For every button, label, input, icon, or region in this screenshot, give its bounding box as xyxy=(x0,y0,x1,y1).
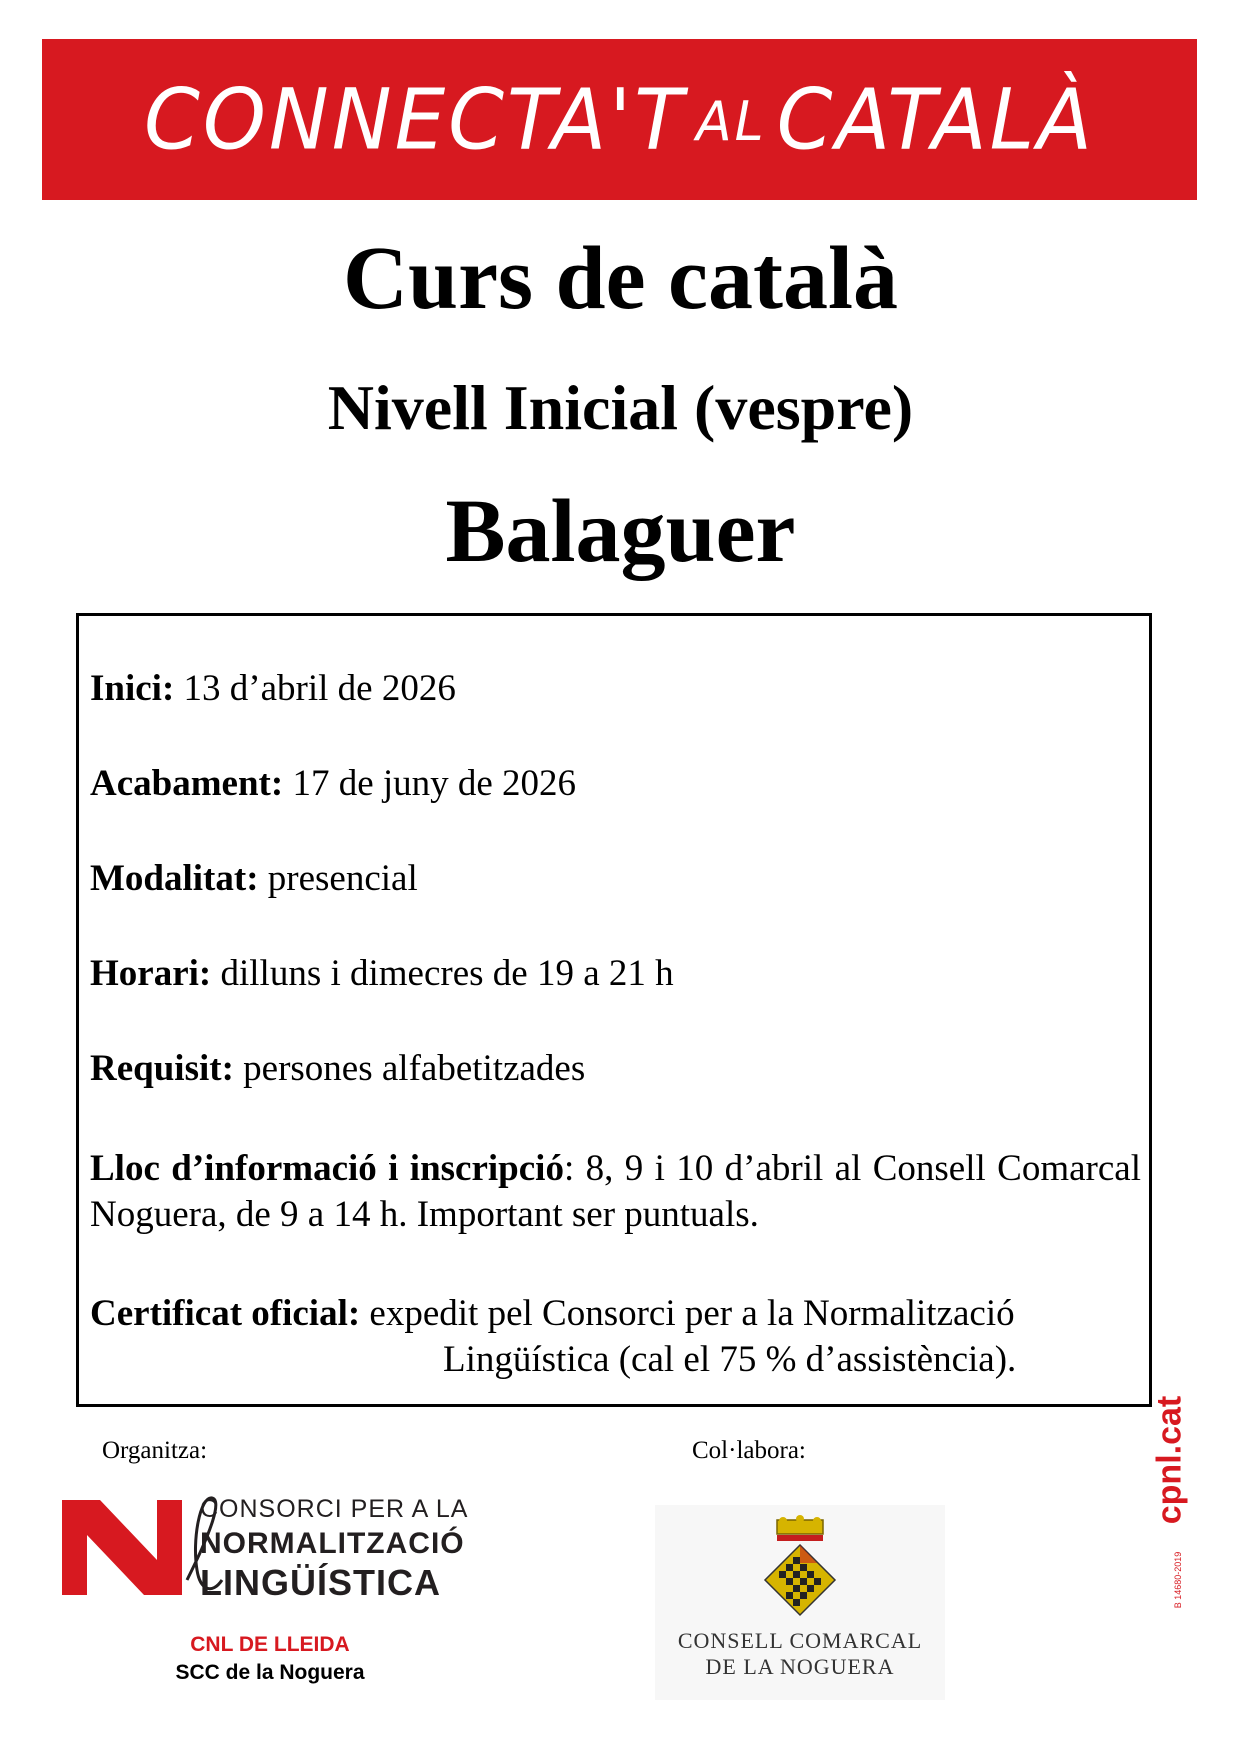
course-level: Nivell Inicial (vespre) xyxy=(327,372,914,443)
horari-value: dilluns i dimecres de 19 a 21 h xyxy=(211,953,674,994)
course-details-box xyxy=(76,613,1152,1407)
col-labora-label: Col·labora: xyxy=(692,1437,806,1464)
noguera-shield-icon xyxy=(755,1515,845,1625)
certificat-value-2: Lingüística (cal el 75 % d’assistència). xyxy=(443,1339,1017,1380)
modalitat-value: presencial xyxy=(258,858,418,899)
banner-logo-text xyxy=(144,71,1095,169)
requisit-value: persones alfabetitzades xyxy=(233,1048,586,1089)
detail-inici xyxy=(90,666,1141,712)
acabament-value: 17 de juny de 2026 xyxy=(283,763,577,804)
detail-horari xyxy=(90,951,1141,997)
cpnl-cat-vertical: cpnl.cat xyxy=(1150,1395,1189,1525)
inici-label: Inici: xyxy=(90,668,175,709)
banner-small: AL xyxy=(696,90,767,154)
page-title: Curs de català xyxy=(343,229,898,328)
acabament-label: Acabament: xyxy=(90,763,284,804)
detail-requisit xyxy=(90,1046,1141,1092)
cpnl-line1: CONSORCI PER A LA xyxy=(200,1495,469,1523)
cpnl-line2: NORMALITZACIÓ xyxy=(200,1527,465,1560)
banner-main: CONNECTA'T xyxy=(144,70,687,169)
consell-line2: DE LA NOGUERA xyxy=(705,1654,895,1679)
detail-lloc xyxy=(90,1146,1141,1238)
cpnl-line3: LINGÜÍSTICA xyxy=(200,1562,441,1603)
course-location: Balaguer xyxy=(445,482,796,581)
detail-certificat xyxy=(90,1291,1141,1383)
consell-line1: CONSELL COMARCAL xyxy=(677,1628,923,1653)
lloc-value: : 8, 9 i 10 d’abril al Consell Comarcal Noguera, de 9 a 14 h. Important ser puntuals. xyxy=(90,1148,1141,1235)
cpnl-code-vertical: B 14680-2019 xyxy=(1173,1551,1183,1609)
inici-value: 13 d’abril de 2026 xyxy=(174,668,456,709)
detail-acabament xyxy=(90,761,1141,807)
certificat-value-1: expedit pel Consorci per a la Normalització xyxy=(360,1293,1015,1334)
banner-end: CATALÀ xyxy=(776,70,1095,169)
horari-label: Horari: xyxy=(90,953,212,994)
modalitat-label: Modalitat: xyxy=(90,858,259,899)
header-banner xyxy=(42,39,1197,200)
certificat-label: Certificat oficial: xyxy=(90,1293,361,1334)
cnl-lleida: CNL DE LLEIDA xyxy=(190,1633,350,1656)
requisit-label: Requisit: xyxy=(90,1048,234,1089)
detail-modalitat xyxy=(90,856,1141,902)
scc-noguera: SCC de la Noguera xyxy=(175,1661,365,1684)
lloc-label: Lloc d’informació i inscripció xyxy=(90,1148,564,1189)
organitza-label: Organitza: xyxy=(102,1437,208,1464)
